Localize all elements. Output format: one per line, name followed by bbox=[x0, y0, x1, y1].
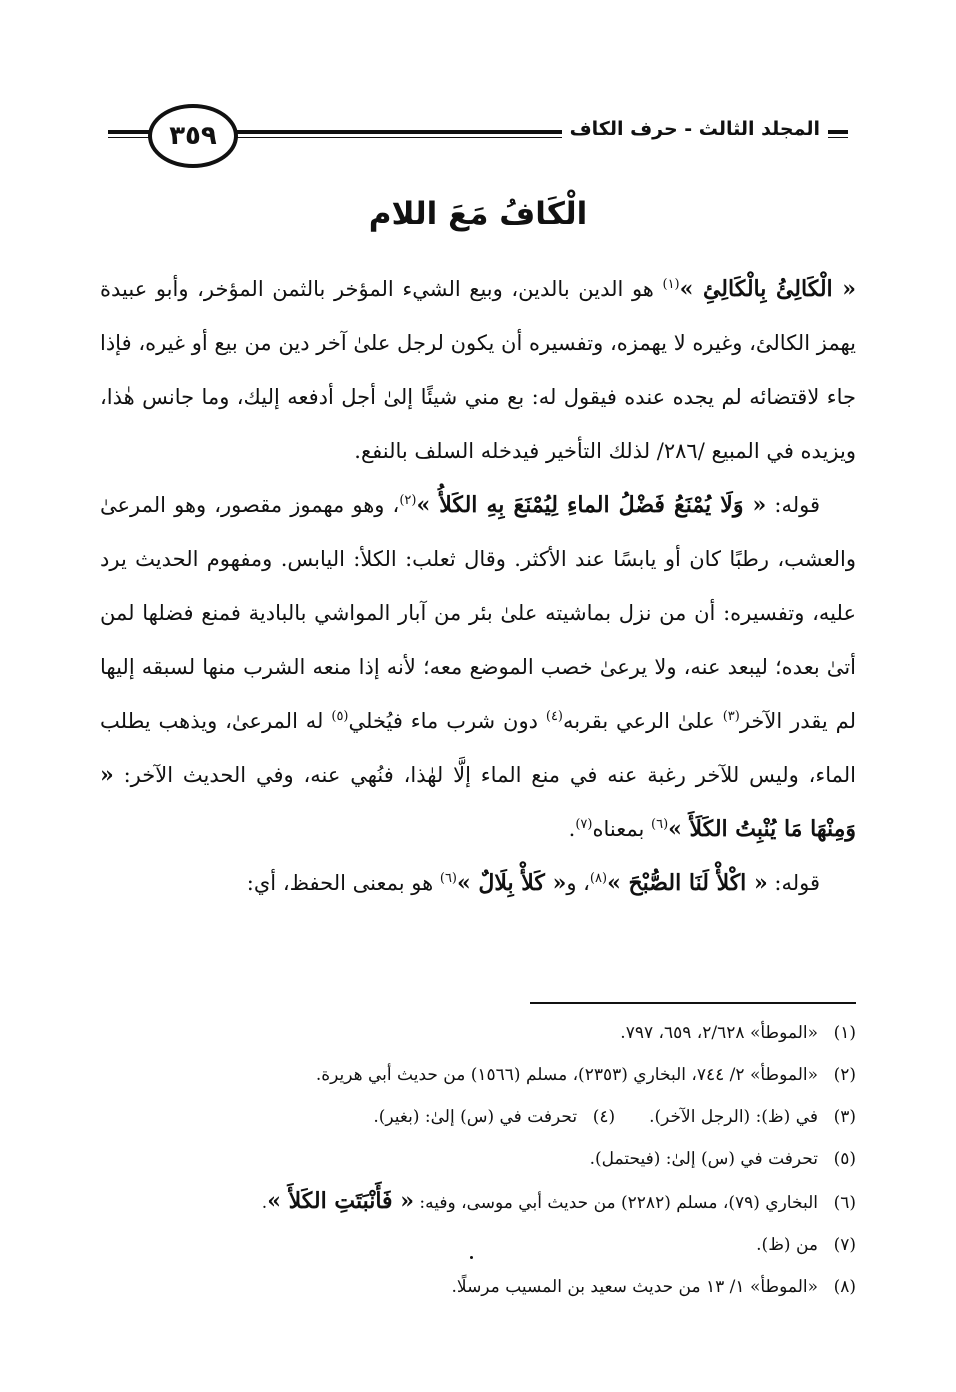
paragraph-text: . bbox=[568, 817, 576, 841]
footnote-number: (٧) bbox=[833, 1235, 856, 1255]
footnote-text: «الموطأ» ٢/ ٧٤٤، البخاري (٢٣٥٣)، مسلم (١٥٦٦) من حديث أبي هريرة. bbox=[315, 1065, 818, 1085]
footnote-ref: (٥) bbox=[331, 709, 349, 724]
footnote-text: «الموطأ» ١/ ١٣ من حديث سعيد بن المسيب مرسلًا. bbox=[451, 1277, 818, 1297]
footnote-number: (٤) bbox=[592, 1107, 616, 1127]
footnote-text: تحرفت في (س) إلىٰ: (بغير). bbox=[373, 1107, 578, 1127]
paragraph-text: علىٰ الرعي بقربه bbox=[563, 709, 723, 733]
footnote-3-4 bbox=[100, 1096, 856, 1138]
paragraph-text: بمعناه bbox=[592, 817, 651, 841]
print-speck bbox=[470, 1256, 473, 1259]
paragraph-text: قوله: bbox=[766, 493, 821, 517]
footnote-text: البخاري (٧٩)، مسلم (٢٢٨٢) من حديث أبي موسى، وفيه: bbox=[413, 1193, 818, 1213]
footnote-number: (٦) bbox=[833, 1193, 856, 1213]
footnote-5 bbox=[100, 1138, 856, 1180]
footnote-8 bbox=[100, 1266, 856, 1308]
footnote-text: . bbox=[261, 1193, 268, 1213]
footnote-ref: (٧) bbox=[575, 817, 593, 832]
paragraph-text: هو بمعنى الحفظ، أي: bbox=[246, 871, 440, 895]
hadith-quote: « فَأَنْبَتَتِ الكَلأَ » bbox=[267, 1188, 414, 1214]
paragraph-text: هو الدين بالدين، وبيع الشيء المؤخر بالثمن المؤخر، وأبو عبيدة يهمز الكالئ، وغيره لا يهمزه، وتفسيره أن يكون لرجل علىٰ آخر دين من بيع أو غيره، فإذا جاء لاقتضائه لم يجده عنده فيقول له: بع مني شيئًا إلىٰ أجل أدفعه إليك، وما جانس هٰذا، ويزيده في المبيع /٢٨٦/ لذلك التأخير فيدخله السلف بالنفع. bbox=[100, 277, 856, 463]
paragraph-text: دون شرب ماء فيُخلي bbox=[348, 709, 546, 733]
footnote-text: في (ظ): (الرجل الآخر). bbox=[649, 1107, 818, 1127]
footnote-number: (٣) bbox=[833, 1107, 856, 1127]
paragraph-2 bbox=[100, 478, 856, 856]
footnote-number: (٥) bbox=[833, 1149, 856, 1169]
paragraph-1 bbox=[100, 262, 856, 478]
footnote-text: من (ظ). bbox=[756, 1235, 818, 1255]
hadith-quote: « الْكَالِئُ بِالْكَالِئِ » bbox=[679, 276, 857, 302]
hadith-quote: « وَمِنْهَا مَا يُنْبِتُ الكَلَأَ » bbox=[100, 762, 856, 842]
footnotes bbox=[100, 1012, 856, 1308]
footnote-number: (٨) bbox=[833, 1277, 856, 1297]
footnote-2 bbox=[100, 1054, 856, 1096]
footnote-7 bbox=[100, 1224, 856, 1266]
footnote-text: «الموطأ» ٢/٦٢٨، ٦٥٩، ٧٩٧. bbox=[620, 1023, 818, 1043]
paragraph-text: ، و bbox=[566, 871, 590, 895]
hadith-quote: « وَلَا يُمْنَعُ فَضْلُ الماءِ لِيُمْنَعَ بِهِ الكَلأُ » bbox=[416, 492, 767, 518]
page-header bbox=[108, 100, 848, 164]
hadith-quote: « اكْلأْ لَنَا الصُّبْحَ » bbox=[607, 870, 768, 896]
footnote-ref: (٣) bbox=[722, 709, 740, 724]
footnote-number: (٢) bbox=[833, 1065, 856, 1085]
paragraph-text: قوله: bbox=[767, 871, 820, 895]
footnote-ref: (٨) bbox=[589, 871, 608, 886]
paragraph-text: ، وهو مهموز مقصور، وهو المرعىٰ والعشب، رطبًا كان أو يابسًا عند الأكثر. وقال ثعلب: الكلأ: اليابس. ومفهوم الحديث يرد عليه، وتفسيره: أن من نزل بماشيته علىٰ بئر من آبار المواشي بالبادية فمنع فضلها لمن أتىٰ بعده؛ ليبعد عنه، ولا يرعىٰ خصب الموضع معه؛ لأنه إذا منعه الشرب منها لسبقه إليها لم يقدر الآخر bbox=[100, 493, 856, 733]
paragraph-3 bbox=[100, 856, 856, 910]
hadith-quote: « كَلأْ بِلَالٌ » bbox=[457, 870, 567, 896]
footnote-text: تحرفت في (س) إلىٰ: (فيحتمل). bbox=[589, 1149, 818, 1169]
footnote-6 bbox=[100, 1180, 856, 1224]
footnote-number: (١) bbox=[833, 1023, 856, 1043]
footnote-ref: (٦) bbox=[651, 817, 669, 832]
footnote-1 bbox=[100, 1012, 856, 1054]
footnote-ref: (٦) bbox=[439, 871, 457, 886]
main-text bbox=[100, 262, 856, 910]
section-title: الْكَافُ مَعَ اللام bbox=[368, 196, 588, 232]
footnote-ref: (١) bbox=[662, 277, 680, 292]
footnote-ref: (٤) bbox=[545, 709, 563, 724]
footnote-separator bbox=[530, 1002, 856, 1004]
running-head: المجلد الثالث - حرف الكاف bbox=[562, 118, 828, 140]
page-number: ٣٥٩ bbox=[148, 104, 238, 168]
footnote-ref: (٢) bbox=[399, 493, 417, 508]
paragraph-text: له المرعىٰ، ويذهب يطلب الماء، وليس للآخر رغبة عنه في منع الماء إلَّا لهٰذا، فنُهي عنه، وفي الحديث الآخر: bbox=[100, 709, 856, 787]
